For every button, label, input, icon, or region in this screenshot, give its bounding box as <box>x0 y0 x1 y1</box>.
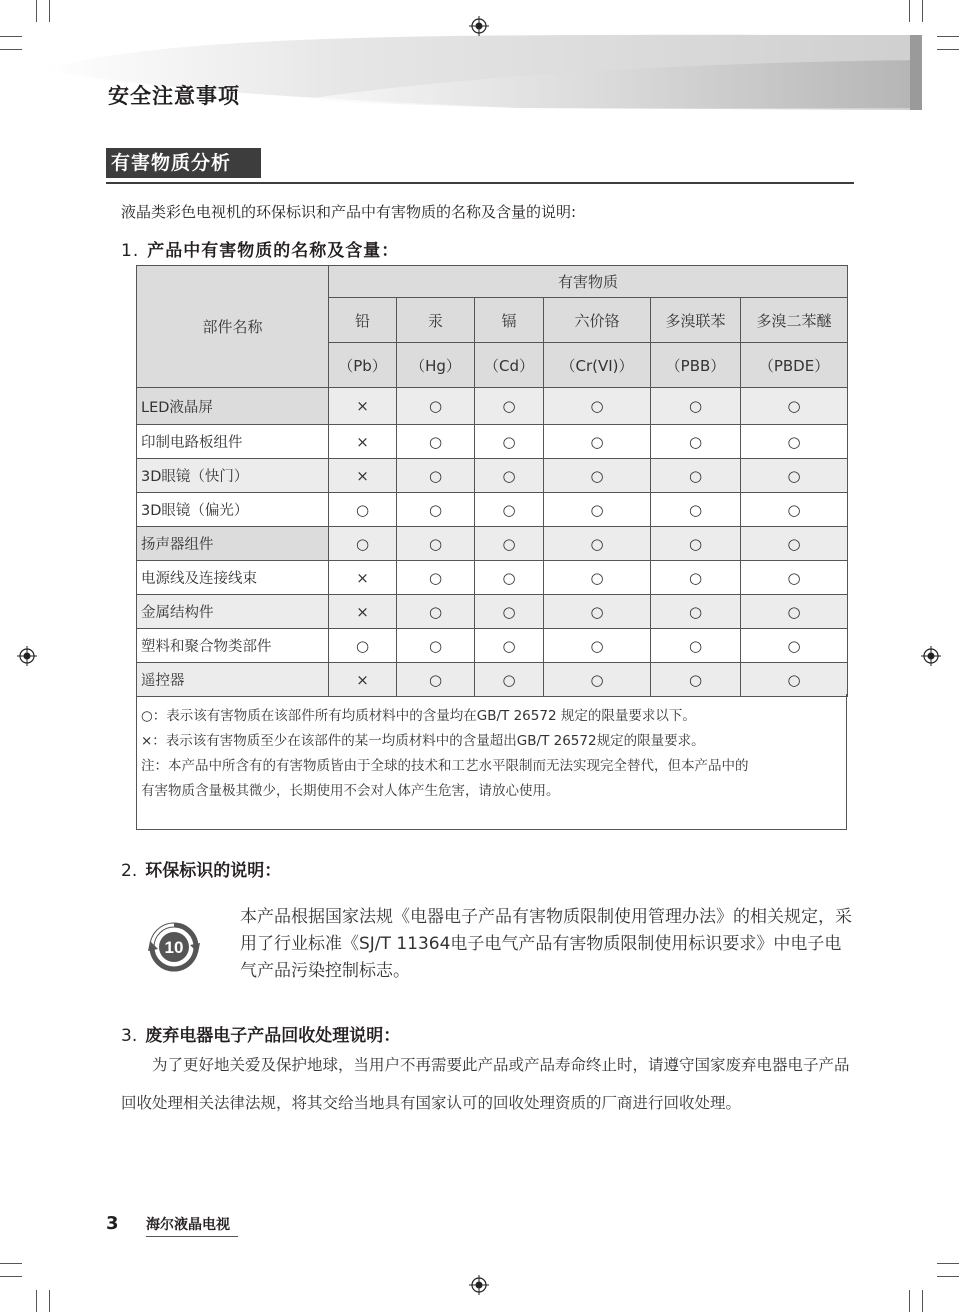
substance-group-header: 有害物质 <box>329 266 848 298</box>
crop-mark <box>909 0 910 22</box>
crop-mark <box>937 1263 959 1264</box>
table-row <box>137 527 848 561</box>
substance-name-header: 镉 <box>475 298 544 343</box>
table-row <box>137 425 848 459</box>
substance-value-cell: ○ <box>741 493 848 527</box>
substance-name-header: 汞 <box>397 298 475 343</box>
registration-mark-icon <box>17 646 37 666</box>
substance-value-cell: × <box>329 425 397 459</box>
substance-value-cell: ○ <box>544 561 651 595</box>
substance-value-cell: ○ <box>397 388 475 425</box>
note-line: ×：表示该有害物质至少在该部件的某一均质材料中的含量超出GB/T 26572规定的限量要求。 <box>141 733 705 749</box>
substance-value-cell: ○ <box>329 629 397 663</box>
substance-value-cell: × <box>329 663 397 697</box>
note-line: 有害物质含量极其微少，长期使用不会对人体产生危害，请放心使用。 <box>141 783 560 799</box>
section-title: 有害物质分析 <box>106 148 261 178</box>
substance-symbol-header: （Hg） <box>397 343 475 388</box>
crop-mark <box>0 1276 22 1277</box>
substance-value-cell: ○ <box>475 527 544 561</box>
section-divider <box>106 182 854 184</box>
table-row <box>137 493 848 527</box>
substance-value-cell: ○ <box>544 388 651 425</box>
part2-title: 环保标识的说明： <box>145 861 282 881</box>
substance-value-cell: ○ <box>741 561 848 595</box>
substance-value-cell: × <box>329 459 397 493</box>
substance-value-cell: × <box>329 561 397 595</box>
crop-mark <box>0 36 22 37</box>
substance-name-header: 多溴二苯醚 <box>741 298 848 343</box>
substance-value-cell: ○ <box>651 527 741 561</box>
substance-value-cell: ○ <box>397 459 475 493</box>
substance-value-cell: ○ <box>741 459 848 493</box>
substance-value-cell: ○ <box>741 595 848 629</box>
part-name-cell: LED液晶屏 <box>137 388 329 425</box>
substance-name-header: 六价铬 <box>544 298 651 343</box>
part-name-cell: 电源线及连接线束 <box>137 561 329 595</box>
substance-value-cell: ○ <box>475 459 544 493</box>
table-row <box>137 629 848 663</box>
substance-value-cell: ○ <box>475 425 544 459</box>
substance-value-cell: ○ <box>741 663 848 697</box>
substance-value-cell: ○ <box>651 459 741 493</box>
substance-value-cell: ○ <box>651 663 741 697</box>
note-line: ○：表示该有害物质在该部件所有均质材料中的含量均在GB/T 26572 规定的限量要求以下。 <box>141 708 696 724</box>
table-row <box>137 595 848 629</box>
substance-value-cell: ○ <box>544 595 651 629</box>
substance-value-cell: ○ <box>741 388 848 425</box>
part3-title: 废弃电器电子产品回收处理说明： <box>145 1026 401 1046</box>
substance-value-cell: ○ <box>397 629 475 663</box>
footer-brand: 海尔液晶电视 <box>146 1217 230 1233</box>
substance-symbol-header: （PBDE） <box>741 343 848 388</box>
part2-heading <box>121 856 281 881</box>
substance-value-cell: ○ <box>475 663 544 697</box>
crop-mark <box>922 0 923 22</box>
substance-value-cell: ○ <box>741 425 848 459</box>
crop-mark <box>0 1263 22 1264</box>
part3-number: 3. <box>121 1026 138 1046</box>
crop-mark <box>0 49 22 50</box>
table-row <box>137 663 848 697</box>
substance-value-cell: ○ <box>651 493 741 527</box>
substance-value-cell: ○ <box>475 629 544 663</box>
registration-mark-icon <box>921 646 941 666</box>
substance-value-cell: × <box>329 388 397 425</box>
substance-value-cell: ○ <box>544 663 651 697</box>
substance-value-cell: ○ <box>651 595 741 629</box>
part-name-cell: 金属结构件 <box>137 595 329 629</box>
substance-value-cell: ○ <box>651 561 741 595</box>
intro-text: 液晶类彩色电视机的环保标识和产品中有害物质的名称及含量的说明: <box>121 203 577 221</box>
note-line: 注：本产品中所含有的有害物质皆由于全球的技术和工艺水平限制而无法实现完全替代，但本产品中的 <box>141 758 749 774</box>
page-number: 3 <box>106 1213 119 1234</box>
substance-value-cell: ○ <box>741 527 848 561</box>
substance-symbol-header: （Cr(VI)） <box>544 343 651 388</box>
substance-value-cell: ○ <box>475 595 544 629</box>
substance-value-cell: ○ <box>651 425 741 459</box>
substance-value-cell: ○ <box>475 493 544 527</box>
substance-value-cell: ○ <box>544 425 651 459</box>
substance-value-cell: ○ <box>544 629 651 663</box>
part2-number: 2. <box>121 861 138 881</box>
substance-value-cell: ○ <box>475 561 544 595</box>
part-name-cell: 塑料和聚合物类部件 <box>137 629 329 663</box>
registration-mark-icon <box>469 1275 489 1295</box>
table-row <box>137 459 848 493</box>
crop-mark <box>49 0 50 22</box>
substance-value-cell: ○ <box>397 425 475 459</box>
part1-number: 1. <box>121 241 140 261</box>
substance-value-cell: × <box>329 595 397 629</box>
substance-value-cell: ○ <box>329 527 397 561</box>
table-row <box>137 561 848 595</box>
recycling-text: 为了更好地关爱及保护地球，当用户不再需要此产品或产品寿命终止时，请遵守国家废弃电器电子产品回收处理相关法律法规，将其交给当地具有国家认可的回收处理资质的厂商进行回收处理。 <box>121 1056 850 1112</box>
substance-value-cell: ○ <box>651 629 741 663</box>
part-name-cell: 遥控器 <box>137 663 329 697</box>
part-name-cell: 3D眼镜（快门） <box>137 459 329 493</box>
part-name-cell: 扬声器组件 <box>137 527 329 561</box>
substance-symbol-header: （Cd） <box>475 343 544 388</box>
part1-title: 产品中有害物质的名称及含量： <box>147 241 400 261</box>
footer-divider <box>146 1236 238 1237</box>
substance-value-cell: ○ <box>397 527 475 561</box>
substance-value-cell: ○ <box>397 595 475 629</box>
substance-value-cell: ○ <box>544 459 651 493</box>
substance-name-header: 铅 <box>329 298 397 343</box>
part1-heading <box>121 236 399 261</box>
eco-label-description: 本产品根据国家法规《电器电子产品有害物质限制使用管理办法》的相关规定，采用了行业标准《SJ/T 11364电子电气产品有害物质限制使用标识要求》中电子电气产品污染控制标志。 <box>240 907 852 981</box>
substance-name-header: 多溴联苯 <box>651 298 741 343</box>
part-name-cell: 3D眼镜（偏光） <box>137 493 329 527</box>
eco-period-10-icon <box>148 921 200 973</box>
substance-value-cell: ○ <box>397 493 475 527</box>
substance-value-cell: ○ <box>544 493 651 527</box>
crop-mark <box>937 36 959 37</box>
substance-table <box>136 265 848 697</box>
header-section-title: 安全注意事项 <box>108 84 240 108</box>
substance-symbol-header: （Pb） <box>329 343 397 388</box>
substance-value-cell: ○ <box>544 527 651 561</box>
substance-value-cell: ○ <box>651 388 741 425</box>
part-name-cell: 印制电路板组件 <box>137 425 329 459</box>
crop-mark <box>937 49 959 50</box>
part3-heading <box>121 1021 400 1046</box>
substance-symbol-header: （PBB） <box>651 343 741 388</box>
crop-mark <box>937 1276 959 1277</box>
table-row <box>137 388 848 425</box>
substance-value-cell: ○ <box>741 629 848 663</box>
crop-mark <box>922 1290 923 1312</box>
crop-mark <box>49 1290 50 1312</box>
substance-value-cell: ○ <box>397 663 475 697</box>
table-notes <box>136 694 847 830</box>
crop-mark <box>909 1290 910 1312</box>
crop-mark <box>36 1290 37 1312</box>
eco-icon-label: 10 <box>164 938 184 957</box>
registration-mark-icon <box>469 16 489 36</box>
substance-value-cell: ○ <box>329 493 397 527</box>
substance-value-cell: ○ <box>397 561 475 595</box>
crop-mark <box>36 0 37 22</box>
substance-value-cell: ○ <box>475 388 544 425</box>
part-name-header: 部件名称 <box>137 266 329 388</box>
